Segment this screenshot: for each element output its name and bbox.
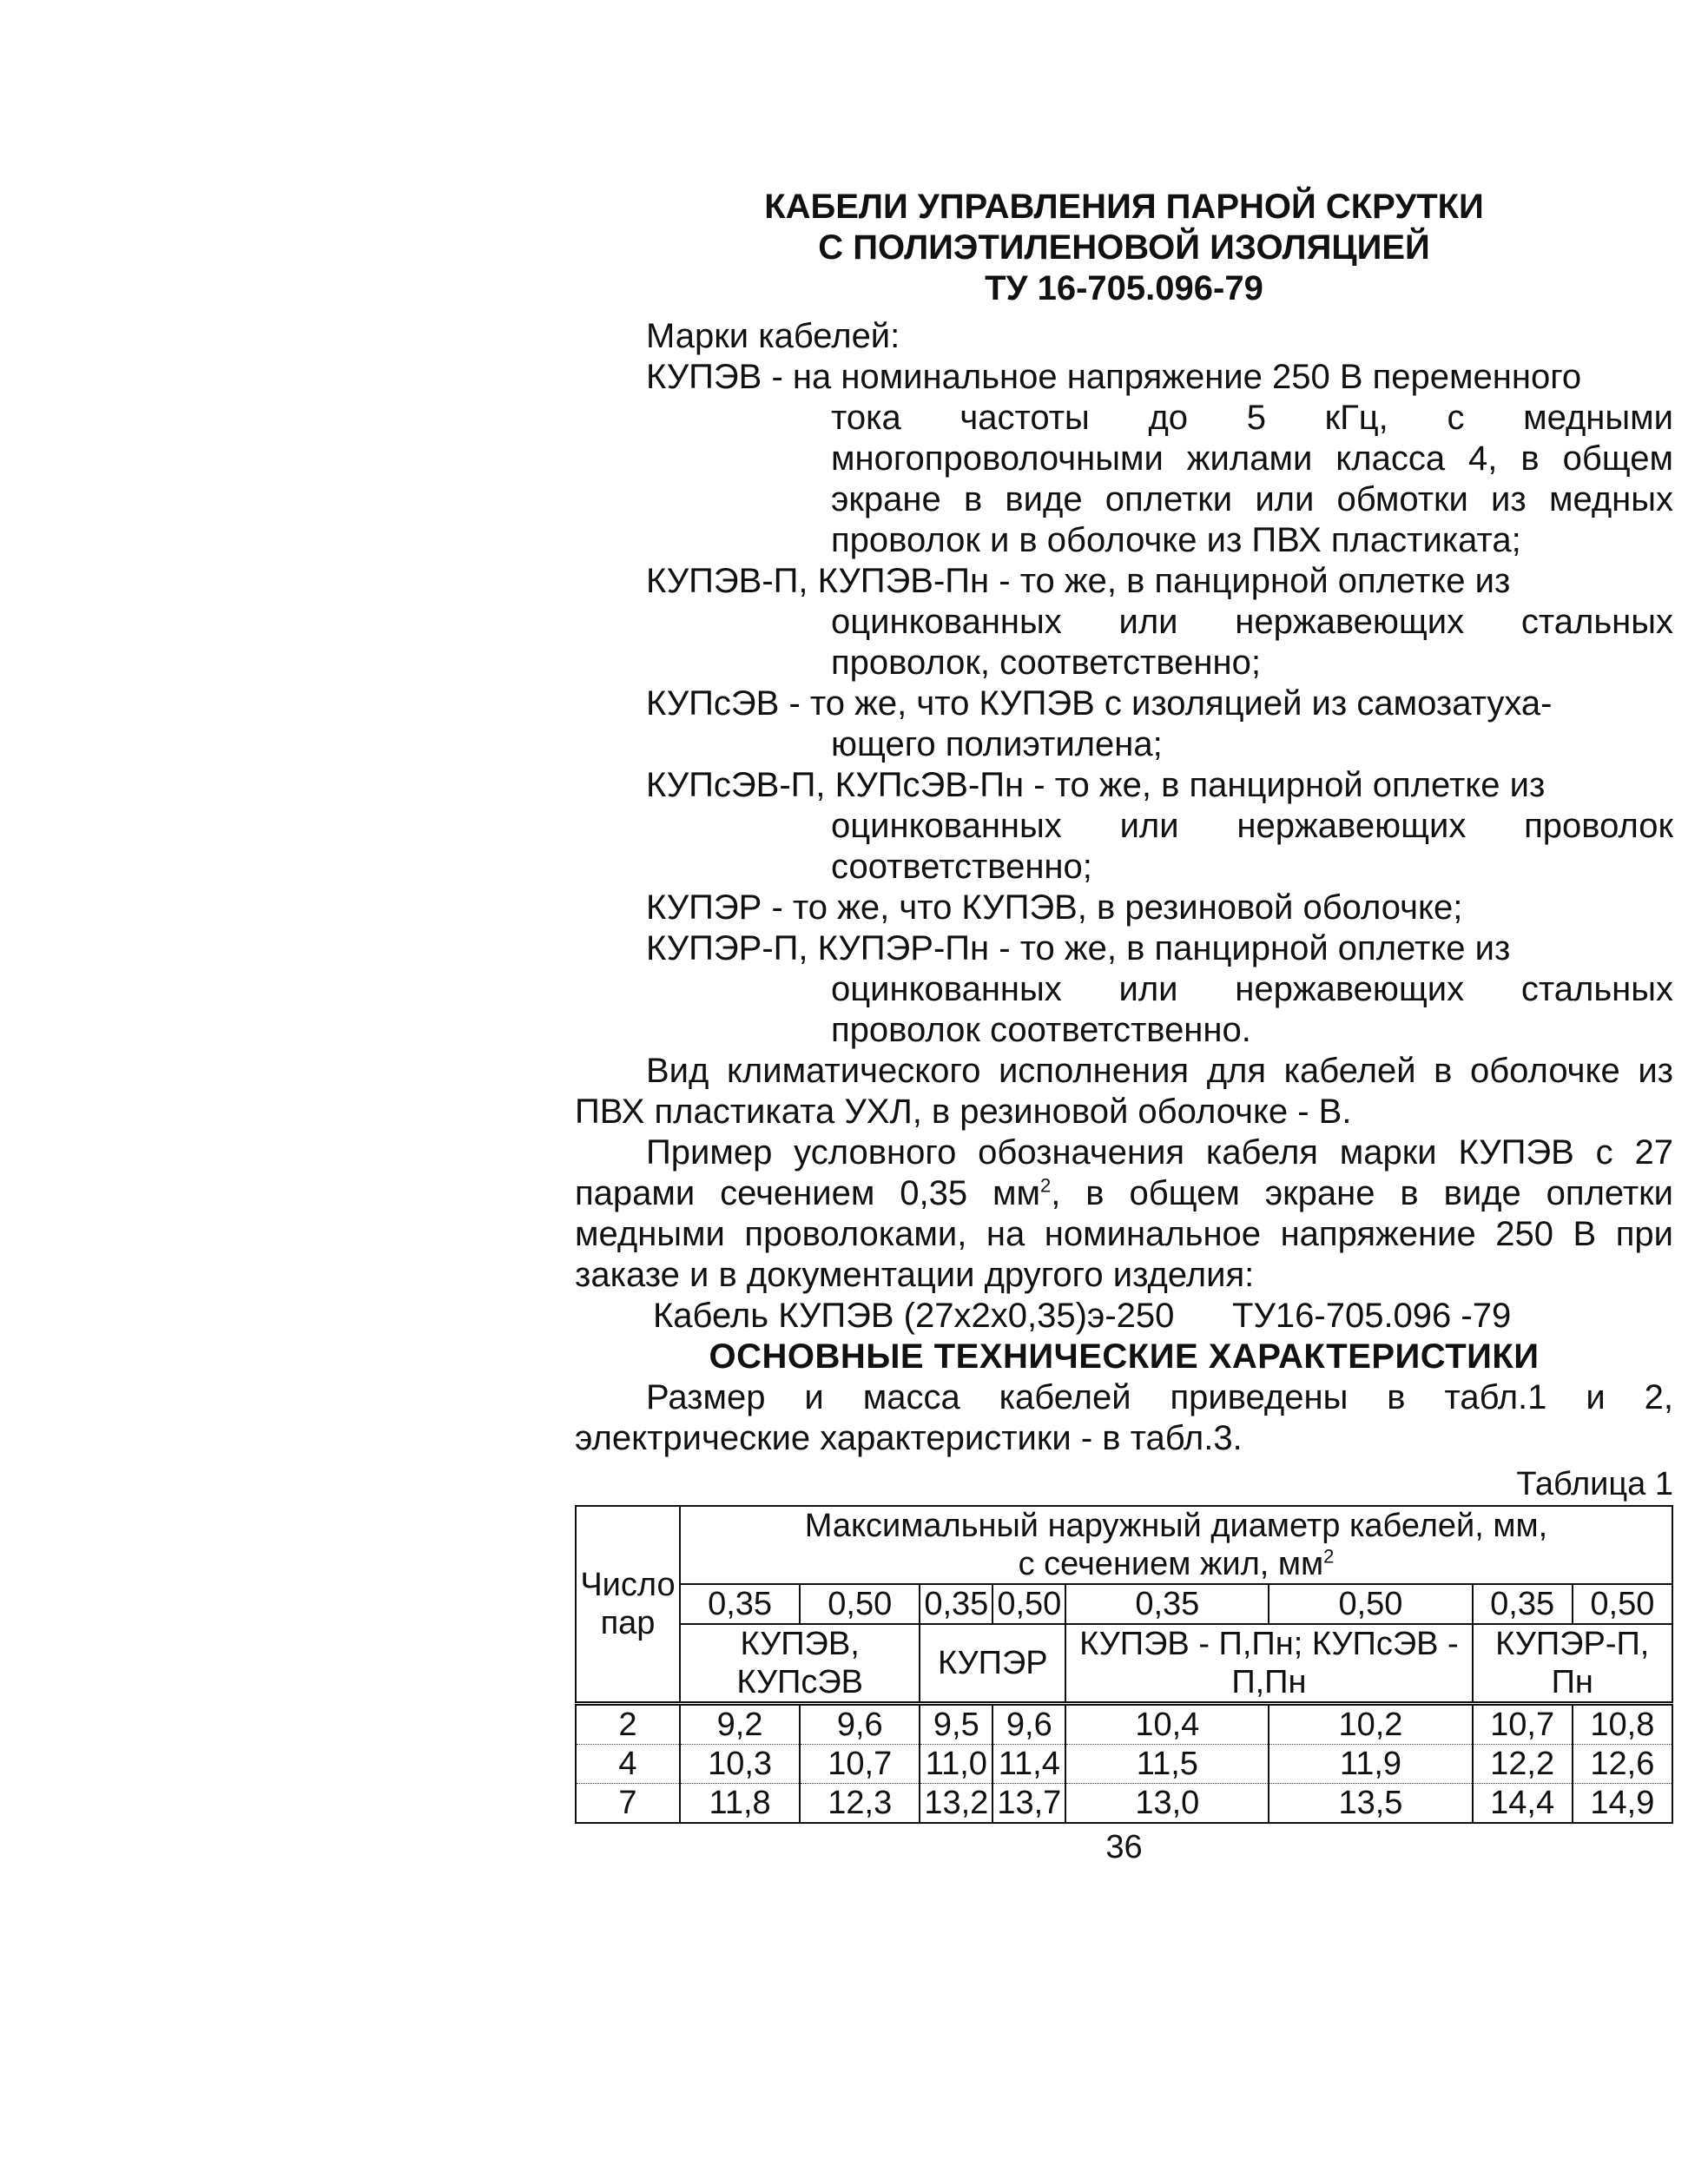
example-paragraph: Пример условного обозначения кабеля марки КУПЭВ с 27 парами сечением 0,35 $мм^2$, в общем экране в виде оплетки медными проволоками, на номинальное напряжение 250 В при заказе и в документации другого изделия: (575, 1133, 1673, 1294)
page-number: 36 (1105, 1829, 1143, 1865)
table-cell: 11,9 (1269, 1745, 1472, 1784)
group-cell: КУПЭВ - П,Пн; КУПсЭВ - П,Пн (1065, 1624, 1472, 1704)
definition-body: тока частоты до 5 кГц, с медными многопроволочными жилами класса 4, в общем экране в виде оплетки или обмотки из медных проволок и в оболочке из ПВХ пластиката; (831, 399, 1673, 559)
definition-term: КУПЭВ - (646, 358, 793, 396)
definition-term: КУПсЭВ-П, КУПсЭВ-Пн - (646, 766, 1055, 804)
group-cell: КУПЭР-П, Пн (1473, 1624, 1672, 1704)
brands-label: Марки кабелей: (646, 317, 900, 355)
definition-term: КУПсЭВ - (646, 684, 810, 723)
definition-item (646, 683, 1673, 765)
definition-item (646, 765, 1673, 888)
table-cell: 14,4 (1473, 1784, 1573, 1824)
table-cell: 10,3 (680, 1745, 800, 1784)
definition-item (646, 928, 1673, 1051)
table-cell: 4 (576, 1745, 680, 1784)
table-cell: 12,6 (1573, 1745, 1672, 1784)
section-cell: 0,50 (992, 1584, 1065, 1624)
table-cell: 12,3 (800, 1784, 920, 1824)
table-row (576, 1745, 1672, 1784)
table-cell: 7 (576, 1784, 680, 1824)
table-cell: 11,0 (920, 1745, 992, 1784)
definition-body: оцинкованных или нержавеющих проволок соответственно; (831, 807, 1673, 886)
table-row (576, 1704, 1672, 1745)
pairs-header: Число пар (576, 1506, 680, 1704)
definition-first-line: то же, в панцирной оплетке из (1019, 562, 1511, 600)
table-cell: 10,7 (1473, 1704, 1573, 1745)
definition-item (646, 357, 1673, 561)
table-cell: 10,4 (1065, 1704, 1269, 1745)
table-cell: 9,5 (920, 1704, 992, 1745)
definition-first-line: то же, что КУПЭВ, в резиновой оболочке; (792, 888, 1463, 927)
document-page (575, 187, 1673, 1901)
title-line-1: КАБЕЛИ УПРАВЛЕНИЯ ПАРНОЙ СКРУТКИ (764, 188, 1484, 226)
dimensions-table (575, 1505, 1673, 1824)
definition-term: КУПЭВ-П, КУПЭВ-Пн - (646, 562, 1020, 600)
definition-term: КУПЭР - (646, 888, 793, 927)
definitions-list (575, 357, 1673, 1051)
definition-item (646, 888, 1673, 928)
table-cell: 11,5 (1065, 1745, 1269, 1784)
definition-body: ющего полиэтилена; (831, 725, 1163, 763)
definition-body: оцинкованных или нержавеющих стальных проволок соответственно. (831, 970, 1673, 1049)
title-line-2: С ПОЛИЭТИЛЕНОВОЙ ИЗОЛЯЦИЕЙ (818, 228, 1430, 267)
definition-first-line: то же, в панцирной оплетке из (1054, 766, 1546, 804)
section-cell: 0,50 (1269, 1584, 1472, 1624)
section-cell: 0,50 (800, 1584, 920, 1624)
section-cell: 0,50 (1573, 1584, 1672, 1624)
definition-term: КУПЭР-П, КУПЭР-Пн - (646, 929, 1020, 967)
table-cell: 11,4 (992, 1745, 1065, 1784)
definition-first-line: то же, что КУПЭВ с изоляцией из самозатуха- (809, 684, 1553, 723)
table-cell: 9,2 (680, 1704, 800, 1745)
table-cell: 13,0 (1065, 1784, 1269, 1824)
section-cell: 0,35 (680, 1584, 800, 1624)
definition-first-line: то же, в панцирной оплетке из (1019, 929, 1511, 967)
table-cell: 9,6 (800, 1704, 920, 1745)
table-cell: 12,2 (1473, 1745, 1573, 1784)
table-cell: 9,6 (992, 1704, 1065, 1745)
table-cell: 10,8 (1573, 1704, 1672, 1745)
table-cell: 13,2 (920, 1784, 992, 1824)
table-cell: 10,7 (800, 1745, 920, 1784)
superscript: 2 (1040, 1174, 1052, 1197)
table-cell: 13,5 (1269, 1784, 1472, 1824)
group-cell: КУПЭР (920, 1624, 1065, 1704)
definition-first-line: на номинальное напряжение 250 В переменного (792, 358, 1582, 396)
table-cell: 11,8 (680, 1784, 800, 1824)
table-cell: 13,7 (992, 1784, 1065, 1824)
section-cell: 0,35 (1065, 1584, 1269, 1624)
definition-body: оцинкованных или нержавеющих стальных проволок, соответственно; (831, 603, 1673, 682)
table-cell: 14,9 (1573, 1784, 1672, 1824)
definition-item (646, 561, 1673, 683)
main-header: Максимальный наружный диаметр кабелей, мм, с сечением жил, $мм^2$ (680, 1506, 1672, 1584)
table-caption: Таблица 1 (1516, 1466, 1673, 1502)
table-cell: 10,2 (1269, 1704, 1472, 1745)
table-row (576, 1784, 1672, 1824)
table-cell: 2 (576, 1704, 680, 1745)
section-title: ОСНОВНЫЕ ТЕХНИЧЕСКИЕ ХАРАКТЕРИСТИКИ (709, 1337, 1540, 1376)
section-cell: 0,35 (1473, 1584, 1573, 1624)
section-cell: 0,35 (920, 1584, 992, 1624)
example-designation: Кабель КУПЭВ (27х2х0,35)э-250 ТУ16-705.096 -79 (653, 1297, 1512, 1335)
climate-paragraph: Вид климатического исполнения для кабелей в оболочке из ПВХ пластиката УХЛ, в резиновой оболочке - В. (575, 1052, 1673, 1131)
group-cell: КУПЭВ, КУПсЭВ (680, 1624, 920, 1704)
section-paragraph: Размер и масса кабелей приведены в табл.1 и 2, электрические характеристики - в табл.3. (575, 1378, 1673, 1457)
title-standard: ТУ 16-705.096-79 (985, 269, 1263, 307)
